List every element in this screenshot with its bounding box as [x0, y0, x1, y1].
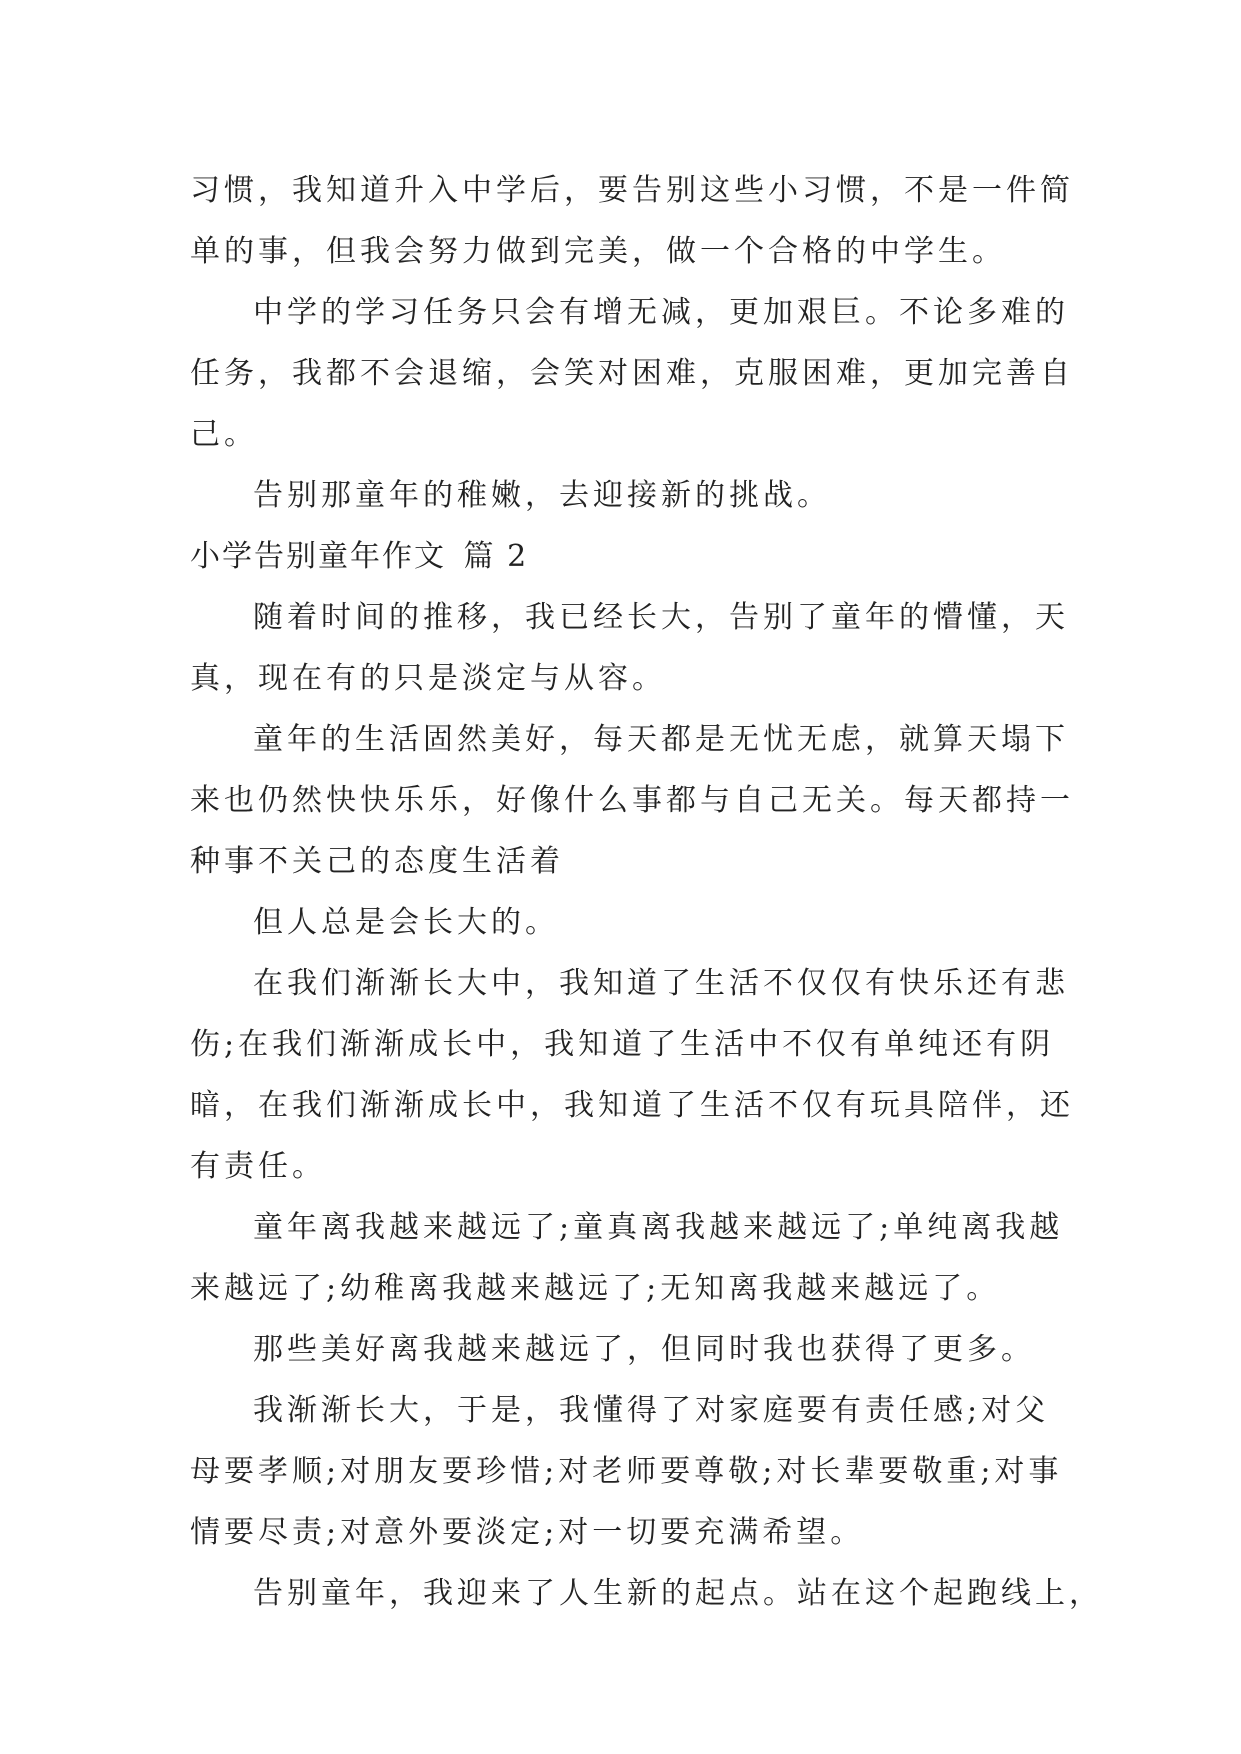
text-line: 我渐渐长大，于是，我懂得了对家庭要有责任感;对父 [253, 1393, 1050, 1428]
text-line: 来越远了;幼稚离我越来越远了;无知离我越来越远了。 [190, 1271, 1001, 1306]
text-line: 来也仍然快快乐乐，好像什么事都与自己无关。每天都持一 [190, 783, 1074, 818]
text-line: 随着时间的推移，我已经长大，告别了童年的懵懂，天 [253, 600, 1069, 635]
paragraph [190, 1563, 1103, 1624]
text-line: 伤;在我们渐渐成长中，我知道了生活中不仅有单纯还有阴 [190, 1027, 1055, 1062]
text-line: 己。 [190, 417, 258, 452]
text-line: 种事不关己的态度生活着 [190, 844, 564, 879]
section-heading [190, 526, 1050, 587]
paragraph [190, 1380, 1063, 1563]
paragraph [190, 1319, 1050, 1380]
paragraph [190, 892, 1050, 953]
document-page [190, 160, 1103, 1624]
paragraph [190, 282, 1074, 465]
text-line: 真，现在有的只是淡定与从容。 [190, 661, 666, 696]
paragraph [190, 160, 1074, 282]
paragraph [190, 587, 1069, 709]
text-line: 有责任。 [190, 1149, 326, 1184]
text-line: 那些美好离我越来越远了，但同时我也获得了更多。 [253, 1332, 1035, 1367]
text-line: 情要尽责;对意外要淡定;对一切要充满希望。 [190, 1515, 865, 1550]
text-line: 暗，在我们渐渐成长中，我知道了生活不仅有玩具陪伴，还 [190, 1088, 1074, 1123]
paragraph [190, 465, 1050, 526]
section-part-number: 篇 2 [463, 539, 529, 574]
text-line: 任务，我都不会退缩，会笑对困难，克服困难，更加完善自 [190, 356, 1074, 391]
paragraph [190, 1197, 1064, 1319]
text-line: 童年离我越来越远了;童真离我越来越远了;单纯离我越 [253, 1210, 1064, 1245]
text-line: 习惯，我知道升入中学后，要告别这些小习惯，不是一件简 [190, 173, 1074, 208]
text-line: 童年的生活固然美好，每天都是无忧无虑，就算天塌下 [253, 722, 1069, 757]
text-line: 但人总是会长大的。 [253, 905, 559, 940]
text-line: 告别那童年的稚嫩，去迎接新的挑战。 [253, 478, 831, 513]
text-line: 中学的学习任务只会有增无减，更加艰巨。不论多难的 [253, 295, 1069, 330]
text-line: 告别童年，我迎来了人生新的起点。站在这个起跑线上， [253, 1576, 1103, 1611]
paragraph [190, 709, 1074, 892]
section-title: 小学告别童年作文 [190, 539, 446, 574]
text-line: 母要孝顺;对朋友要珍惜;对老师要尊敬;对长辈要敬重;对事 [190, 1454, 1063, 1489]
paragraph [190, 953, 1074, 1197]
text-line: 在我们渐渐长大中，我知道了生活不仅仅有快乐还有悲 [253, 966, 1069, 1001]
text-line: 单的事，但我会努力做到完美，做一个合格的中学生。 [190, 234, 1006, 269]
